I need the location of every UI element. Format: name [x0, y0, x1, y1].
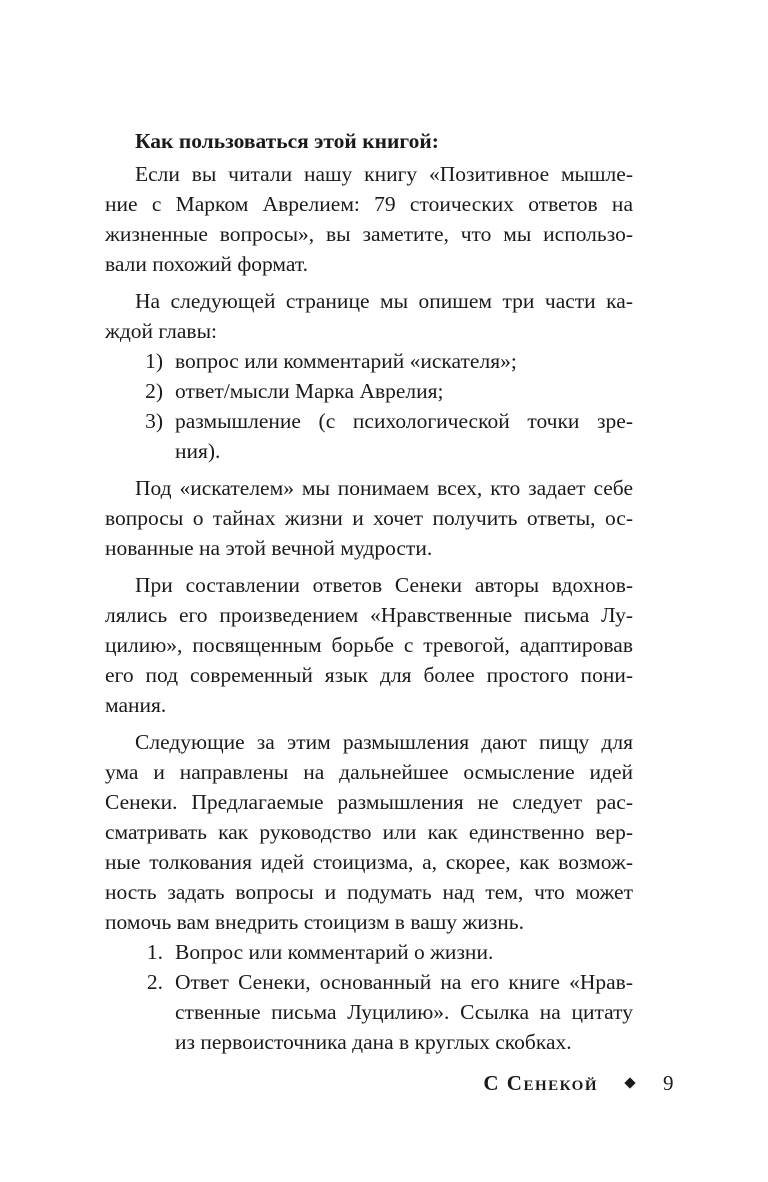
page-body — [105, 126, 633, 1057]
paragraph-seneca-answers — [105, 570, 633, 720]
list-item-text: ответ/мысли Марка Аврелия; — [175, 379, 444, 403]
page-footer — [0, 1068, 768, 1098]
text-line: Под «искателем» мы понимаем всех, кто задает себе — [135, 476, 633, 500]
text-line: цилию», посвященным борьбе с тревогой, адаптировав — [105, 633, 633, 657]
text-line: сматривать как руководство или как единственно вер- — [105, 820, 633, 844]
text-line: лялись его произведением «Нравственные письма Лу- — [105, 603, 633, 627]
running-head: С Сенекой — [483, 1071, 598, 1095]
text-line: ность задать вопросы и подумать над тем, что может — [105, 880, 633, 904]
list-item-text: Вопрос или комментарий о жизни. — [175, 940, 494, 964]
list-item-text: размышление (с психологической точки зре- — [175, 409, 633, 433]
list-item-continuation — [105, 997, 633, 1027]
text-line: Следующие за этим размышления дают пищу для — [135, 730, 633, 754]
text-line: Если вы читали нашу книгу «Позитивное мышле- — [135, 162, 633, 186]
list-item-number: 2. — [146, 970, 163, 994]
list-item-continuation — [105, 436, 633, 466]
text-line: ние с Марком Аврелием: 79 стоических ответов на — [105, 192, 633, 216]
text-line: На следующей странице мы опишем три части ка- — [135, 289, 633, 313]
list-chapter-steps — [105, 937, 633, 1057]
diamond-icon — [624, 1077, 635, 1088]
list-item-number: 2) — [145, 379, 163, 403]
list-item-continuation — [105, 1027, 633, 1057]
text-line: нованные на этой вечной мудрости. — [105, 536, 433, 560]
paragraph-seeker — [105, 473, 633, 563]
list-item — [105, 376, 633, 406]
list-item — [105, 967, 633, 997]
text-line: вали похожий формат. — [105, 252, 309, 276]
text-line: жизненные вопросы», вы заметите, что мы использо- — [105, 222, 633, 246]
list-item-text: Ответ Сенеки, основанный на его книге «Нрав- — [175, 970, 633, 994]
page-number: 9 — [663, 1071, 674, 1095]
list-chapter-parts — [105, 346, 633, 466]
list-item-number: 1) — [145, 349, 163, 373]
text-line: При составлении ответов Сенеки авторы вдохнов- — [135, 573, 633, 597]
text-line: вопросы о тайнах жизни и хочет получить ответы, ос- — [105, 506, 633, 530]
list-item-number: 1. — [146, 940, 163, 964]
list-item — [105, 937, 633, 967]
text-line: Сенеки. Предлагаемые размышления не следует рас- — [105, 790, 633, 814]
list-item-text: из первоисточника дана в круглых скобках. — [175, 1030, 572, 1054]
list-item-text: ственные письма Луцилию». Ссылка на цитату — [175, 1000, 633, 1024]
list-item-text: вопрос или комментарий «искателя»; — [175, 349, 517, 373]
text-line: ждой главы: — [105, 319, 217, 343]
paragraph-intro — [105, 159, 633, 279]
text-line: его под современный язык для более простого пони- — [105, 663, 633, 687]
text-line: ума и направлены на дальнейшее осмысление идей — [105, 760, 633, 784]
text-line: мания. — [105, 693, 167, 717]
list-item-text: ния). — [175, 439, 221, 463]
list-item-number: 3) — [145, 409, 163, 433]
list-item — [105, 406, 633, 436]
paragraph-chapter-parts — [105, 286, 633, 346]
text-line: ные толкования идей стоицизма, а, скорее, как возмож- — [105, 850, 633, 874]
section-heading: Как пользоваться этой книгой: — [135, 129, 439, 153]
paragraph-reflections — [105, 727, 633, 937]
list-item — [105, 346, 633, 376]
text-line: помочь вам внедрить стоицизм в вашу жизнь. — [105, 910, 524, 934]
